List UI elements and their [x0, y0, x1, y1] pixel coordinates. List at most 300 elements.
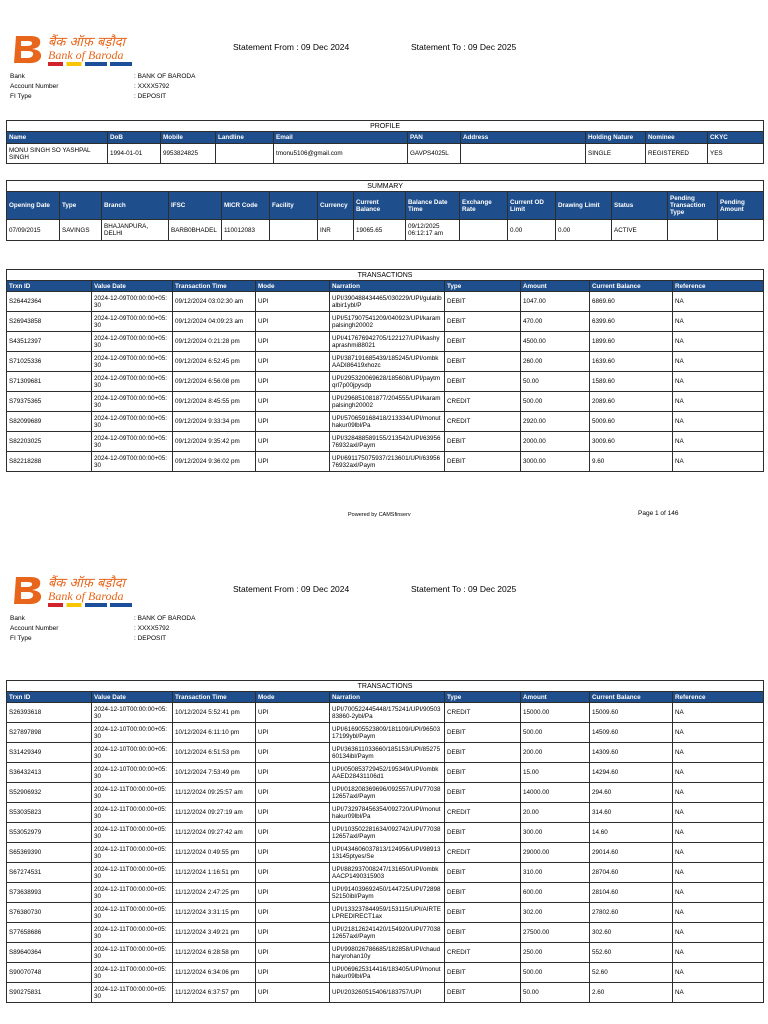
txn-amount-text: 500.00 — [523, 398, 543, 405]
txn-cell-amount — [521, 923, 590, 943]
txn-mode-text: UPI — [258, 358, 269, 365]
txn-transaction-time-text: 11/12/2024 09:27:19 am — [175, 809, 243, 816]
txn-cell-narration — [330, 372, 445, 392]
txn-cell-narration — [330, 743, 445, 763]
txn-cell-txn-id — [7, 903, 92, 923]
summary-micr: 110012083 — [222, 220, 270, 241]
txn-cell-narration — [330, 332, 445, 352]
txn-reference-text: NA — [675, 769, 684, 776]
txn-cell-current-balance — [590, 743, 673, 763]
txn-cell-transaction-time — [173, 803, 256, 823]
txn-cell-reference — [673, 743, 764, 763]
summary-facility — [270, 220, 318, 241]
txn-cell-current-balance — [590, 703, 673, 723]
txn-narration-text: UPI/050853729452/195349/UPI/ombkAAED28431106d1 — [332, 765, 439, 780]
profile-header: Landline — [216, 132, 274, 144]
txn-cell-value-date — [92, 943, 173, 963]
txn-reference-text: NA — [675, 418, 684, 425]
summary-header: Facility — [270, 192, 318, 220]
txn-transaction-time-text: 11/12/2024 09:25:57 am — [175, 789, 243, 796]
txn-cell-type — [445, 412, 521, 432]
txn-cell-current-balance — [590, 332, 673, 352]
txn-cell-current-balance — [590, 312, 673, 332]
meta-value: : BANK OF BARODA — [134, 73, 196, 80]
txn-cell-type — [445, 703, 521, 723]
txn-cell-reference — [673, 392, 764, 412]
txn-type-text: DEBIT — [447, 458, 466, 465]
txn-txn-id-text: S65369390 — [9, 849, 42, 856]
txn-amount-text: 15.00 — [523, 769, 539, 776]
txn-cell-narration — [330, 803, 445, 823]
profile-address — [461, 144, 586, 164]
page-number: Page 1 of 146 — [638, 510, 679, 517]
txn-cell-reference — [673, 432, 764, 452]
txn-cell-value-date — [92, 883, 173, 903]
bob-logo-icon — [12, 575, 46, 605]
txn-transaction-time-text: 09/12/2024 8:45:55 pm — [175, 398, 240, 405]
profile-header: Email — [274, 132, 408, 144]
txn-cell-amount — [521, 883, 590, 903]
txn-cell-narration — [330, 452, 445, 472]
profile-header: CKYC — [708, 132, 764, 144]
profile-holding: SINGLE — [586, 144, 646, 164]
txn-narration-text: UPI/700522445448/175241/UPI/9050383860-2ybl/Pa — [332, 705, 441, 720]
table-row — [7, 332, 764, 352]
txn-cell-value-date — [92, 432, 173, 452]
txn-cell-reference — [673, 863, 764, 883]
txn-cell-type — [445, 923, 521, 943]
summary-type: SAVINGS — [60, 220, 102, 241]
summary-header: Current OD Limit — [508, 192, 556, 220]
txn-cell-txn-id — [7, 312, 92, 332]
txn-value-date-text: 2024-12-10T00:00:00+05:30 — [94, 725, 167, 740]
powered-by: Powered by CAMSfinserv — [348, 512, 411, 518]
txn-reference-text: NA — [675, 709, 684, 716]
txn-cell-amount — [521, 983, 590, 1003]
summary-header: IFSC — [169, 192, 222, 220]
txn-cell-current-balance — [590, 372, 673, 392]
txn-mode-text: UPI — [258, 709, 269, 716]
txn-txn-id-text: S67274531 — [9, 869, 42, 876]
meta-value: : XXXX5792 — [134, 625, 170, 632]
table-row — [7, 723, 764, 743]
txn-cell-mode — [256, 903, 330, 923]
txn-current-balance-text: 552.60 — [592, 949, 612, 956]
txn-cell-txn-id — [7, 803, 92, 823]
txn-type-text: DEBIT — [447, 969, 466, 976]
txn-cell-type — [445, 983, 521, 1003]
txn-mode-text: UPI — [258, 438, 269, 445]
txn-cell-txn-id — [7, 983, 92, 1003]
txn-reference-text: NA — [675, 458, 684, 465]
txn-cell-type — [445, 723, 521, 743]
txn-cell-amount — [521, 763, 590, 783]
txn-mode-text: UPI — [258, 929, 269, 936]
txn-current-balance-text: 5009.60 — [592, 418, 615, 425]
txn-header-current-balance: Current Balance — [590, 692, 673, 703]
txn-cell-amount — [521, 943, 590, 963]
txn-cell-reference — [673, 312, 764, 332]
table-row — [7, 292, 764, 312]
txn-cell-current-balance — [590, 783, 673, 803]
txn-cell-txn-id — [7, 843, 92, 863]
summary-header: Drawing Limit — [556, 192, 612, 220]
txn-cell-type — [445, 312, 521, 332]
txn-narration-text: UPI/998026786685/182858/UPI/chaudharyrohan10y — [332, 945, 441, 960]
txn-cell-mode — [256, 312, 330, 332]
txn-cell-value-date — [92, 332, 173, 352]
txn-type-text: DEBIT — [447, 749, 466, 756]
txn-cell-narration — [330, 703, 445, 723]
txn-reference-text: NA — [675, 889, 684, 896]
txn-cell-narration — [330, 983, 445, 1003]
txn-cell-transaction-time — [173, 412, 256, 432]
txn-transaction-time-text: 09/12/2024 6:56:08 pm — [175, 378, 240, 385]
profile-header: Address — [461, 132, 586, 144]
txn-cell-current-balance — [590, 723, 673, 743]
txn-cell-amount — [521, 863, 590, 883]
txn-type-text: DEBIT — [447, 318, 466, 325]
table-row — [7, 783, 764, 803]
txn-cell-mode — [256, 983, 330, 1003]
txn-type-text: CREDIT — [447, 849, 471, 856]
txn-cell-mode — [256, 372, 330, 392]
txn-cell-type — [445, 763, 521, 783]
txn-cell-narration — [330, 903, 445, 923]
txn-txn-id-text: S71309681 — [9, 378, 42, 385]
table-row — [7, 763, 764, 783]
meta-label: FI Type — [10, 635, 32, 642]
txn-cell-narration — [330, 923, 445, 943]
txn-txn-id-text: S82218288 — [9, 458, 42, 465]
summary-drawing-limit: 0.00 — [556, 220, 612, 241]
txn-cell-txn-id — [7, 723, 92, 743]
txn-mode-text: UPI — [258, 318, 269, 325]
table-row — [7, 743, 764, 763]
txn-cell-transaction-time — [173, 743, 256, 763]
txn-current-balance-text: 294.60 — [592, 789, 612, 796]
txn-current-balance-text: 2.60 — [592, 989, 605, 996]
txn-cell-reference — [673, 883, 764, 903]
table-row — [7, 923, 764, 943]
txn-cell-mode — [256, 963, 330, 983]
txn-cell-type — [445, 332, 521, 352]
txn-cell-txn-id — [7, 452, 92, 472]
txn-cell-mode — [256, 432, 330, 452]
txn-transaction-time-text: 10/12/2024 6:51:53 pm — [175, 749, 240, 756]
table-row — [7, 412, 764, 432]
txn-cell-type — [445, 743, 521, 763]
txn-cell-narration — [330, 943, 445, 963]
txn-type-text: DEBIT — [447, 909, 466, 916]
txn-cell-reference — [673, 923, 764, 943]
txn-narration-text: UPI/103502281634/092742/UPI/7703812657axl/Paym — [332, 825, 441, 840]
txn-transaction-time-text: 10/12/2024 7:53:49 pm — [175, 769, 240, 776]
txn-amount-text: 500.00 — [523, 729, 543, 736]
txn-cell-txn-id — [7, 703, 92, 723]
txn-type-text: DEBIT — [447, 989, 466, 996]
txn-transaction-time-text: 11/12/2024 0:49:55 pm — [175, 849, 240, 856]
txn-txn-id-text: S26442364 — [9, 298, 42, 305]
txn-cell-value-date — [92, 703, 173, 723]
txn-cell-mode — [256, 723, 330, 743]
txn-cell-txn-id — [7, 372, 92, 392]
txn-mode-text: UPI — [258, 398, 269, 405]
txn-reference-text: NA — [675, 789, 684, 796]
txn-cell-amount — [521, 352, 590, 372]
txn-mode-text: UPI — [258, 458, 269, 465]
txn-cell-transaction-time — [173, 392, 256, 412]
txn-cell-txn-id — [7, 863, 92, 883]
meta-value: : DEPOSIT — [134, 635, 167, 642]
txn-cell-type — [445, 863, 521, 883]
txn-cell-narration — [330, 412, 445, 432]
profile-landline — [216, 144, 274, 164]
txn-transaction-time-text: 11/12/2024 6:28:58 pm — [175, 949, 240, 956]
account-meta — [10, 72, 195, 102]
txn-cell-type — [445, 352, 521, 372]
meta-value: : DEPOSIT — [134, 93, 167, 100]
txn-cell-transaction-time — [173, 983, 256, 1003]
txn-type-text: DEBIT — [447, 829, 466, 836]
txn-cell-mode — [256, 803, 330, 823]
txn-cell-mode — [256, 823, 330, 843]
txn-cell-mode — [256, 412, 330, 432]
logo-color-strip — [48, 603, 132, 607]
txn-reference-text: NA — [675, 729, 684, 736]
summary-header: Pending Amount — [718, 192, 764, 220]
txn-txn-id-text: S77658686 — [9, 929, 42, 936]
txn-header-txn-id: Trxn ID — [7, 281, 92, 292]
txn-cell-amount — [521, 332, 590, 352]
profile-mobile: 9953824825 — [161, 144, 216, 164]
txn-cell-transaction-time — [173, 763, 256, 783]
txn-current-balance-text: 15009.60 — [592, 709, 619, 716]
txn-transaction-time-text: 10/12/2024 5:52:41 pm — [175, 709, 240, 716]
txn-cell-amount — [521, 723, 590, 743]
txn-current-balance-text: 14.60 — [592, 829, 608, 836]
statement-to: Statement To : 09 Dec 2025 — [411, 584, 517, 594]
summary-pending-amount — [718, 220, 764, 241]
txn-cell-current-balance — [590, 763, 673, 783]
txn-cell-type — [445, 823, 521, 843]
txn-transaction-time-text: 11/12/2024 6:34:06 pm — [175, 969, 240, 976]
txn-cell-narration — [330, 763, 445, 783]
txn-narration-text: UPI/018208369696/092557/UPI/7703812657axl/Paym — [332, 785, 441, 800]
txn-header-transaction-time: Transaction Time — [173, 281, 256, 292]
txn-mode-text: UPI — [258, 889, 269, 896]
txn-amount-text: 4500.00 — [523, 338, 546, 345]
txn-value-date-text: 2024-12-09T00:00:00+05:30 — [94, 334, 167, 349]
profile-name: MONU SINGH SO YASHPAL SINGH — [7, 144, 108, 164]
txn-amount-text: 310.00 — [523, 869, 543, 876]
txn-current-balance-text: 6399.60 — [592, 318, 615, 325]
txn-cell-narration — [330, 723, 445, 743]
txn-cell-reference — [673, 763, 764, 783]
txn-cell-current-balance — [590, 412, 673, 432]
txn-cell-current-balance — [590, 883, 673, 903]
txn-cell-transaction-time — [173, 452, 256, 472]
table-row — [7, 863, 764, 883]
txn-cell-mode — [256, 703, 330, 723]
txn-transaction-time-text: 11/12/2024 3:31:15 pm — [175, 909, 240, 916]
txn-cell-txn-id — [7, 943, 92, 963]
txn-cell-txn-id — [7, 923, 92, 943]
txn-amount-text: 15000.00 — [523, 709, 550, 716]
txn-cell-txn-id — [7, 823, 92, 843]
txn-mode-text: UPI — [258, 989, 269, 996]
txn-cell-txn-id — [7, 783, 92, 803]
txn-current-balance-text: 14509.60 — [592, 729, 619, 736]
txn-cell-current-balance — [590, 432, 673, 452]
txn-cell-value-date — [92, 783, 173, 803]
txn-cell-amount — [521, 312, 590, 332]
txn-type-text: DEBIT — [447, 729, 466, 736]
txn-cell-txn-id — [7, 883, 92, 903]
txn-amount-text: 200.00 — [523, 749, 543, 756]
txn-value-date-text: 2024-12-11T00:00:00+05:30 — [94, 845, 167, 860]
profile-table — [6, 120, 764, 164]
txn-cell-transaction-time — [173, 703, 256, 723]
meta-label: FI Type — [10, 93, 32, 100]
txn-narration-text: UPI/069625314416/183405/UPI/monuthakur09lbl/Pa — [332, 965, 441, 980]
txn-type-text: CREDIT — [447, 949, 471, 956]
txn-cell-value-date — [92, 763, 173, 783]
transactions-caption: TRANSACTIONS — [7, 270, 764, 281]
txn-cell-amount — [521, 803, 590, 823]
txn-value-date-text: 2024-12-11T00:00:00+05:30 — [94, 905, 167, 920]
account-meta — [10, 614, 195, 644]
txn-cell-reference — [673, 783, 764, 803]
txn-cell-transaction-time — [173, 943, 256, 963]
summary-od-limit: 0.00 — [508, 220, 556, 241]
txn-amount-text: 250.00 — [523, 949, 543, 956]
txn-value-date-text: 2024-12-11T00:00:00+05:30 — [94, 965, 167, 980]
txn-txn-id-text: S79375365 — [9, 398, 42, 405]
txn-cell-txn-id — [7, 432, 92, 452]
txn-transaction-time-text: 11/12/2024 3:49:21 pm — [175, 929, 240, 936]
txn-mode-text: UPI — [258, 849, 269, 856]
txn-txn-id-text: S27897898 — [9, 729, 42, 736]
txn-amount-text: 27500.00 — [523, 929, 550, 936]
txn-cell-type — [445, 783, 521, 803]
summary-status: ACTIVE — [612, 220, 668, 241]
txn-mode-text: UPI — [258, 769, 269, 776]
txn-cell-mode — [256, 352, 330, 372]
txn-cell-mode — [256, 843, 330, 863]
profile-header: Holding Nature — [586, 132, 646, 144]
summary-balance-datetime: 09/12/2025 06:12:17 am — [406, 220, 460, 241]
txn-amount-text: 3000.00 — [523, 458, 546, 465]
table-row — [7, 452, 764, 472]
statement-from: Statement From : 09 Dec 2024 — [233, 42, 350, 52]
txn-header-type: Type — [445, 281, 521, 292]
summary-currency: INR — [318, 220, 354, 241]
txn-amount-text: 300.00 — [523, 829, 543, 836]
txn-transaction-time-text: 09/12/2024 0:21:28 pm — [175, 338, 240, 345]
txn-transaction-time-text: 11/12/2024 6:37:57 pm — [175, 989, 240, 996]
txn-header-amount: Amount — [521, 692, 590, 703]
txn-cell-current-balance — [590, 943, 673, 963]
txn-cell-mode — [256, 763, 330, 783]
txn-cell-reference — [673, 292, 764, 312]
txn-cell-current-balance — [590, 392, 673, 412]
txn-current-balance-text: 1639.60 — [592, 358, 615, 365]
table-row — [7, 983, 764, 1003]
txn-narration-text: UPI/387191685439/185245/UPI/ombkAADI86419xhozc — [332, 354, 439, 369]
txn-cell-current-balance — [590, 923, 673, 943]
txn-cell-transaction-time — [173, 372, 256, 392]
txn-cell-reference — [673, 823, 764, 843]
txn-cell-transaction-time — [173, 723, 256, 743]
txn-cell-value-date — [92, 963, 173, 983]
table-row — [7, 843, 764, 863]
txn-value-date-text: 2024-12-10T00:00:00+05:30 — [94, 745, 167, 760]
txn-cell-mode — [256, 883, 330, 903]
txn-narration-text: UPI/363611033660/185153/UPI/8527560134ibl/Paym — [332, 745, 441, 760]
txn-mode-text: UPI — [258, 809, 269, 816]
table-row — [7, 963, 764, 983]
txn-mode-text: UPI — [258, 298, 269, 305]
summary-pending-type — [668, 220, 718, 241]
txn-current-balance-text: 2089.60 — [592, 398, 615, 405]
txn-amount-text: 600.00 — [523, 889, 543, 896]
txn-type-text: DEBIT — [447, 358, 466, 365]
txn-cell-narration — [330, 292, 445, 312]
table-row — [7, 883, 764, 903]
txn-type-text: DEBIT — [447, 889, 466, 896]
txn-cell-transaction-time — [173, 963, 256, 983]
txn-cell-amount — [521, 703, 590, 723]
txn-cell-value-date — [92, 903, 173, 923]
txn-cell-value-date — [92, 372, 173, 392]
txn-header-mode: Mode — [256, 692, 330, 703]
txn-narration-text: UPI/390488434465/030229/UPI/gulatibalbir1ybl/P — [332, 294, 442, 309]
txn-reference-text: NA — [675, 969, 684, 976]
meta-label: Bank — [10, 73, 25, 80]
txn-cell-narration — [330, 843, 445, 863]
txn-cell-type — [445, 843, 521, 863]
txn-header-narration: Narration — [330, 692, 445, 703]
txn-cell-type — [445, 392, 521, 412]
txn-current-balance-text: 52.60 — [592, 969, 608, 976]
txn-cell-mode — [256, 923, 330, 943]
txn-cell-current-balance — [590, 803, 673, 823]
txn-txn-id-text: S89640364 — [9, 949, 42, 956]
txn-narration-text: UPI/417676942705/122127/UPI/kashyaprashmi88021 — [332, 334, 440, 349]
txn-value-date-text: 2024-12-11T00:00:00+05:30 — [94, 805, 167, 820]
profile-header: DoB — [108, 132, 161, 144]
txn-reference-text: NA — [675, 909, 684, 916]
txn-type-text: DEBIT — [447, 338, 466, 345]
txn-narration-text: UPI/616905523809/181109/UPI/9650317199ybl/Paym — [332, 725, 441, 740]
txn-mode-text: UPI — [258, 829, 269, 836]
txn-header-mode: Mode — [256, 281, 330, 292]
txn-current-balance-text: 14294.60 — [592, 769, 619, 776]
txn-header-txn-id: Trxn ID — [7, 692, 92, 703]
txn-reference-text: NA — [675, 298, 684, 305]
txn-txn-id-text: S31429349 — [9, 749, 42, 756]
logo-english-text: Bank of Baroda — [48, 589, 124, 603]
txn-cell-amount — [521, 783, 590, 803]
txn-cell-value-date — [92, 923, 173, 943]
logo-color-strip — [48, 62, 132, 66]
txn-value-date-text: 2024-12-11T00:00:00+05:30 — [94, 865, 167, 880]
txn-value-date-text: 2024-12-11T00:00:00+05:30 — [94, 925, 167, 940]
txn-current-balance-text: 1899.60 — [592, 338, 615, 345]
txn-transaction-time-text: 09/12/2024 03:02:30 am — [175, 298, 244, 305]
txn-cell-narration — [330, 312, 445, 332]
